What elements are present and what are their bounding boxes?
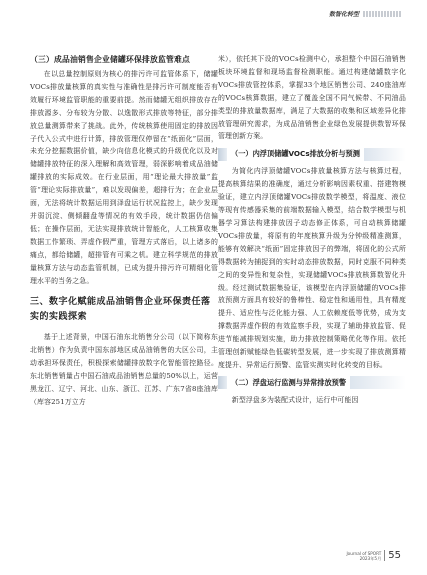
body-paragraph: 米），依托其下设的VOCs检测中心，承担整个中国石油销售板块环境监督和现场监督检测职能。通过构建储罐数字化VOCs排放管控体系，掌握33个地区销售公司、240座油库的VOCs核算数据，建立了覆盖全国不同气候带、不同油品类型的排放量数据库，满足了大数据的收集和区域差异化排放管理研究需求，为成品油销售企业绿色发展提供数智环保管理创新方案。 <box>218 55 406 141</box>
heading-decor <box>364 148 406 161</box>
heading-decor <box>350 376 406 389</box>
column-title: 数智化转型 <box>328 11 359 18</box>
section-heading: （三）成品油销售企业储罐环保排放监管难点 <box>30 55 190 64</box>
body-paragraph: 为简化内浮顶储罐VOCs排放量核算方法与核算过程，提高核算结果的准确度，通过分析影响因素权重、搭建物模验证，建立内浮顶储罐VOCs排放数学模型，将温度、液位等现有传感器采集的前端数据输入模型，结合数学模型与机器学习算法构建排放因子动态修正体系，可自动核算储罐VOCs排放量，将原有的年度核算升级为分钟级精准测算，能够有效解决“纸面”固定排放因子的弊端，将固化的公式所得数据转为捕捉到的实时动态排放数据，同时克服不同种类之间的变异性和复杂性，实现储罐VOCs排放核算数智化升级。经过测试数据集验证，该模型在内浮顶储罐的VOCs排放预测方面具有较好的鲁棒性、稳定性和通用性，具有精度提升、适应性与泛化能力强、人工依赖度低等优势，成为支撑数据弄虚作假的有效监察手段，实现了辅助排放监管、促进节能减排规划实施，助力排放控制策略优化等作用。依托管理创新赋能绿色低碳转型发展，进一步实现了排放测算精度提升、异常运行预警、监管实测实时化转变的目标。 <box>218 167 406 369</box>
body-paragraph: 新型浮盘多为装配式设计，运行中可能因 <box>231 395 359 404</box>
page-header <box>329 9 401 18</box>
journal-line: Journal of SPORT <box>346 550 382 556</box>
heading-decor <box>218 148 227 161</box>
subsection-title: （一）内浮顶储罐VOCs排放分析与预测 <box>231 149 360 159</box>
right-column <box>218 53 406 407</box>
left-column <box>30 53 218 409</box>
body-paragraph: 基于上述背景，中国石油东北销售分公司（以下简称东北销售）作为负责中国东部地区成品油销售的大区公司，主动承担环保责任，积极探索储罐排放数字化智能管控路径。东北销售销量占中国石油成品油销售总量的50%以上，运营黑龙江、辽宁、河北、山东、浙江、江苏、广东7省8座油库（库容251万立方 <box>30 333 218 406</box>
header-decor-bar <box>363 11 401 17</box>
page-footer <box>346 550 401 561</box>
body-paragraph: 在以总量控制原则为核心的排污许可监管体系下，储罐VOCs排放量核算的真实性与准确性是排污许可制度能否有效履行环境监管职能的重要前提。然而储罐无组织排放存在排放源多、分布较为分散、以逸散形式排放等特征，部分排放总量测算带来了挑战。此外，传统核算使用固定的排放因子代入公式中进行计算，排放管理仅停留在“纸面化”层面，未充分挖掘数据价值，缺少向信息化模式的升级优化以及对储罐排放特征的深入理解和高效管理，弱深影响着成品油储罐排放的实际成效。在行业层面，用“理论最大排放量”监管“理论实际排放量”，难以发现偏差，超排行为；在企业层面，无法将统计数据运用到泽盘运行状况监控上，缺少发现并弱沉淀、侧倾翻盘等情况的有效手段，统计数据仍信偏低；在操作层面，无法实现排放统计智能化，人工核算收集数据工作繁琐、弄虚作假严重，管理方式落后，以上诸多的痛点，都给储罐，超排管有可乘之机。建立科学规范的排放量核算方法与动态监管机制，已成为提升排污许可精细化管理水平的当务之急。 <box>30 70 218 285</box>
subsection-title: （二）浮盘运行监测与异常排放预警 <box>231 377 347 387</box>
page-number: 55 <box>384 550 401 561</box>
journal-name <box>346 551 381 561</box>
heading-decor <box>218 376 227 389</box>
journal-issue: 2023年5月 <box>359 555 382 561</box>
subsection-heading <box>218 376 406 390</box>
chapter-heading: 三、数字化赋能成品油销售企业环保责任落实的实践探索 <box>30 297 211 323</box>
subsection-heading <box>218 147 406 161</box>
